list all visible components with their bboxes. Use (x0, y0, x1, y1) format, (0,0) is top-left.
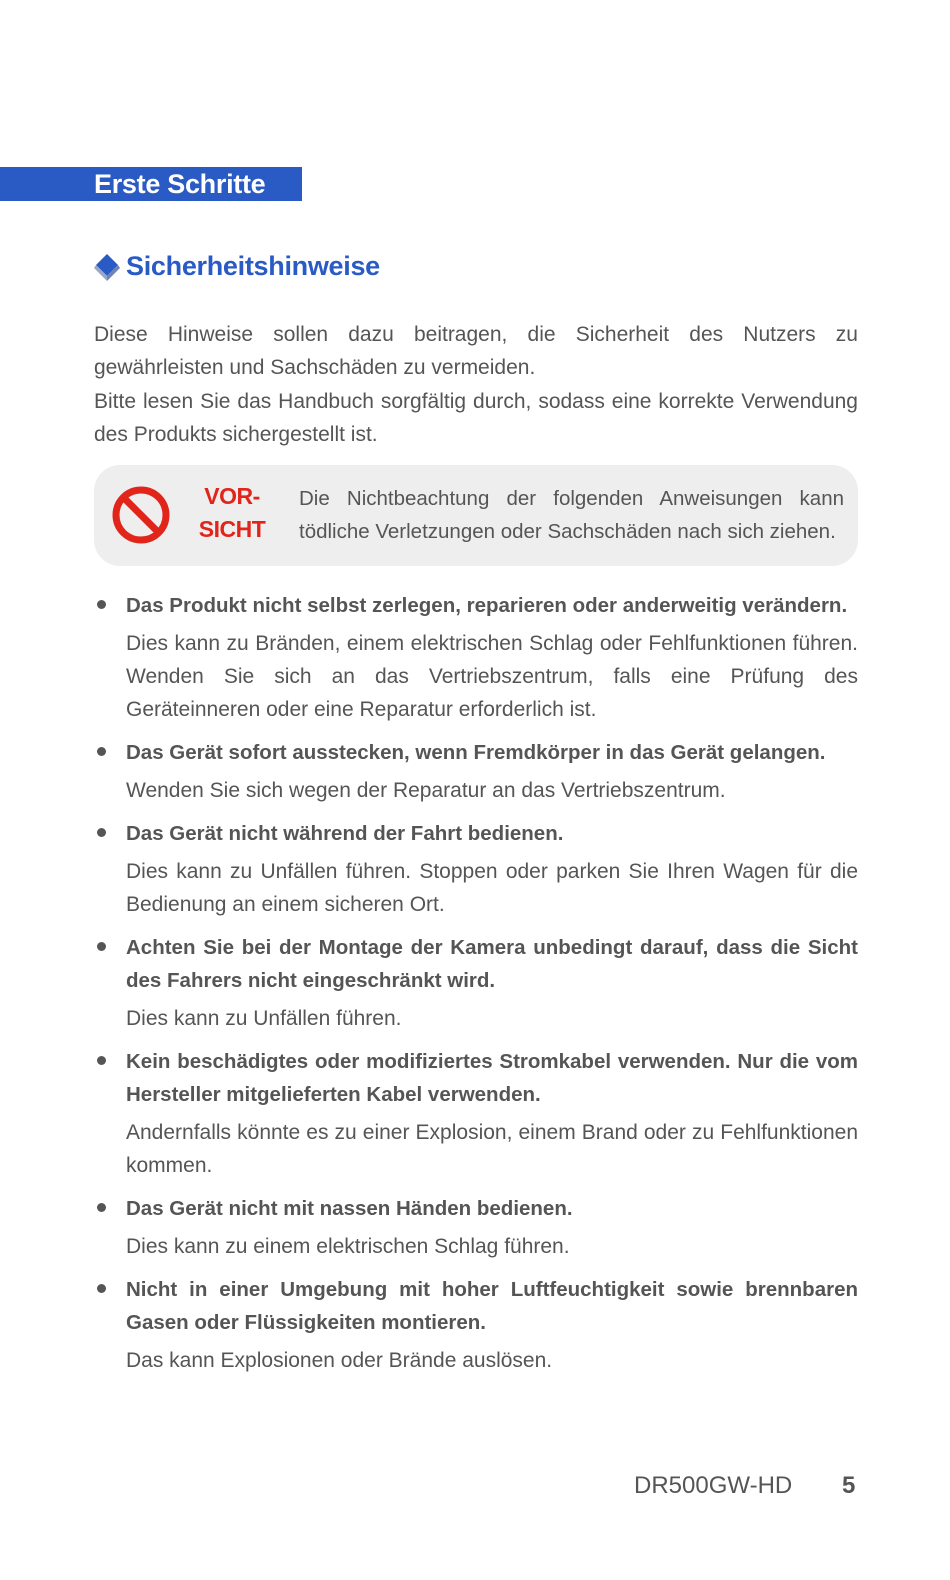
bullet-icon (97, 828, 106, 837)
item-title: Das Produkt nicht selbst zerlegen, reparieren oder anderweitig verändern. (126, 594, 848, 617)
item-title: Das Gerät nicht mit nassen Händen bedienen. (126, 1197, 573, 1220)
list-item (94, 931, 858, 1035)
diamond-bullet-icon (93, 252, 121, 282)
item-description: Wenden Sie sich wegen der Reparatur an das Vertriebszentrum. (126, 779, 726, 802)
bullet-icon (97, 747, 106, 756)
item-title: Kein beschädigtes oder modifiziertes Stromkabel verwenden. Nur die vom Hersteller mitgelieferten Kabel verwenden. (126, 1050, 858, 1106)
item-description: Dies kann zu einem elektrischen Schlag führen. (126, 1235, 570, 1258)
caution-label (192, 480, 272, 546)
item-description: Dies kann zu Unfällen führen. (126, 1007, 402, 1030)
bullet-icon (97, 1284, 106, 1293)
page-title: Sicherheitshinweise (126, 251, 380, 281)
bullet-icon (97, 1056, 106, 1065)
item-title: Nicht in einer Umgebung mit hoher Luftfeuchtigkeit sowie brennbaren Gasen oder Flüssigkeiten montieren. (126, 1278, 858, 1334)
caution-label-line: VOR- (204, 483, 260, 509)
item-description: Das kann Explosionen oder Brände auslösen. (126, 1349, 553, 1372)
bullet-icon (97, 600, 106, 609)
prohibition-icon (111, 485, 171, 545)
safety-list (94, 589, 858, 1387)
intro-text (94, 318, 858, 452)
page-number: 5 (842, 1472, 856, 1499)
item-description: Andernfalls könnte es zu einer Explosion, einem Brand oder zu Fehlfunktionen kommen. (126, 1121, 858, 1177)
footer-model: DR500GW-HD (634, 1472, 793, 1499)
bullet-icon (97, 1203, 106, 1212)
intro-paragraph: Bitte lesen Sie das Handbuch sorgfältig durch, sodass eine korrekte Verwendung des Produkts sichergestellt ist. (94, 389, 858, 447)
list-item (94, 589, 858, 726)
list-item (94, 1192, 858, 1263)
caution-box (94, 465, 858, 566)
intro-paragraph: Diese Hinweise sollen dazu beitragen, die Sicherheit des Nutzers zu gewährleisten und Sachschäden zu vermeiden. (94, 323, 858, 380)
item-description: Dies kann zu Unfällen führen. Stoppen oder parken Sie Ihren Wagen für die Bedienung an einem sicheren Ort. (126, 860, 858, 916)
list-item (94, 736, 858, 807)
section-banner (0, 167, 302, 201)
caution-message: Die Nichtbeachtung der folgenden Anweisungen kann tödliche Verletzungen oder Sachschäden nach sich ziehen. (299, 487, 844, 543)
caution-label-line: SICHT (198, 516, 266, 542)
list-item (94, 817, 858, 921)
item-title: Achten Sie bei der Montage der Kamera unbedingt darauf, dass die Sicht des Fahrers nicht eingeschränkt wird. (126, 936, 858, 992)
section-banner-label: Erste Schritte (94, 169, 266, 199)
item-title: Das Gerät sofort ausstecken, wenn Fremdkörper in das Gerät gelangen. (126, 741, 826, 764)
item-title: Das Gerät nicht während der Fahrt bedienen. (126, 822, 564, 845)
bullet-icon (97, 942, 106, 951)
item-description: Dies kann zu Bränden, einem elektrischen Schlag oder Fehlfunktionen führen. Wenden Sie sich an das Vertriebszentrum, falls eine Prüfung des Geräteinneren oder eine Reparatur erforderlich ist. (126, 632, 858, 721)
list-item (94, 1273, 858, 1377)
list-item (94, 1045, 858, 1182)
